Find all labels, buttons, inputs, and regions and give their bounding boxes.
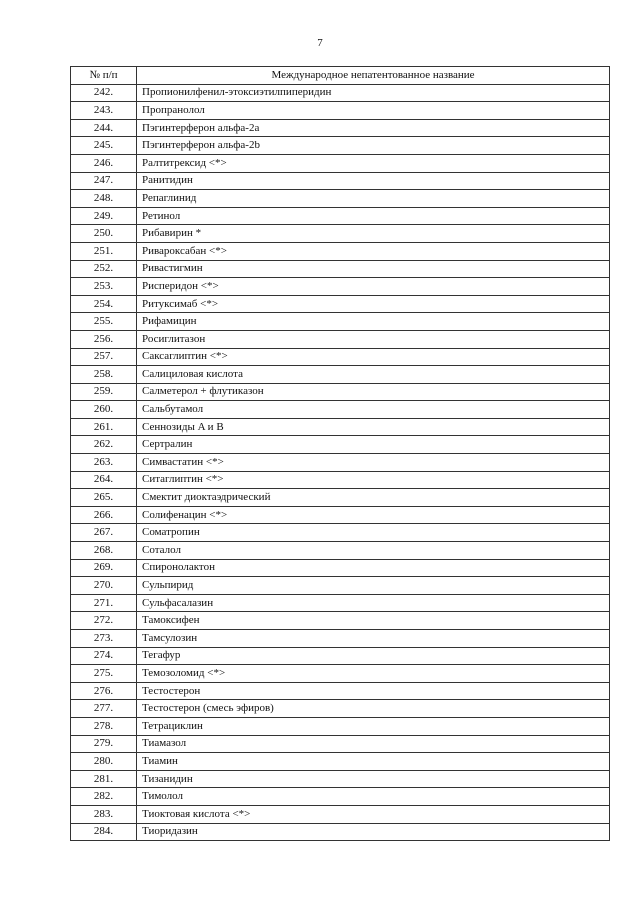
drug-name: Ретинол [137, 207, 610, 225]
drug-name: Пропионилфенил-этоксиэтилпиперидин [137, 84, 610, 102]
row-number: 258. [71, 366, 137, 384]
row-number: 281. [71, 770, 137, 788]
drug-name: Ривастигмин [137, 260, 610, 278]
drug-name: Тиоридазин [137, 823, 610, 841]
table-header-row [71, 67, 610, 85]
column-header-name: Международное непатентованное название [137, 67, 610, 85]
drug-name: Ситаглиптин <*> [137, 471, 610, 489]
row-number: 277. [71, 700, 137, 718]
row-number: 282. [71, 788, 137, 806]
row-number: 280. [71, 753, 137, 771]
row-number: 276. [71, 682, 137, 700]
row-number: 268. [71, 542, 137, 560]
drug-name: Росиглитазон [137, 330, 610, 348]
row-number: 264. [71, 471, 137, 489]
table-row [71, 717, 610, 735]
table-row [71, 242, 610, 260]
drug-name: Тестостерон [137, 682, 610, 700]
row-number: 249. [71, 207, 137, 225]
row-number: 247. [71, 172, 137, 190]
table-row [71, 594, 610, 612]
table-row [71, 647, 610, 665]
drug-name: Ралтитрексид <*> [137, 154, 610, 172]
table-row [71, 348, 610, 366]
row-number: 255. [71, 313, 137, 331]
drug-name: Тиамин [137, 753, 610, 771]
table-row [71, 788, 610, 806]
drug-name: Саксаглиптин <*> [137, 348, 610, 366]
drug-name: Тегафур [137, 647, 610, 665]
row-number: 256. [71, 330, 137, 348]
row-number: 283. [71, 805, 137, 823]
row-number: 275. [71, 665, 137, 683]
row-number: 262. [71, 436, 137, 454]
table-row [71, 172, 610, 190]
table-row [71, 805, 610, 823]
table-row [71, 401, 610, 419]
row-number: 267. [71, 524, 137, 542]
row-number: 245. [71, 137, 137, 155]
table-row [71, 436, 610, 454]
drug-name: Рисперидон <*> [137, 278, 610, 296]
table-row [71, 735, 610, 753]
table-row [71, 542, 610, 560]
table-row [71, 823, 610, 841]
table-row [71, 770, 610, 788]
row-number: 274. [71, 647, 137, 665]
row-number: 259. [71, 383, 137, 401]
drug-name: Пропранолол [137, 102, 610, 120]
row-number: 270. [71, 577, 137, 595]
row-number: 261. [71, 418, 137, 436]
table-row [71, 225, 610, 243]
table-row [71, 383, 610, 401]
drug-table [70, 66, 610, 841]
row-number: 279. [71, 735, 137, 753]
drug-name: Салициловая кислота [137, 366, 610, 384]
drug-name: Тамсулозин [137, 630, 610, 648]
drug-name: Тестостерон (смесь эфиров) [137, 700, 610, 718]
table-row [71, 207, 610, 225]
drug-name: Репаглинид [137, 190, 610, 208]
table-row [71, 366, 610, 384]
drug-name: Ритуксимаб <*> [137, 295, 610, 313]
table-row [71, 313, 610, 331]
table-row [71, 154, 610, 172]
table-row [71, 612, 610, 630]
drug-name: Ривароксабан <*> [137, 242, 610, 260]
table-row [71, 524, 610, 542]
table-row [71, 278, 610, 296]
row-number: 266. [71, 506, 137, 524]
drug-name: Смектит диоктаэдрический [137, 489, 610, 507]
drug-name: Тимолол [137, 788, 610, 806]
table-row [71, 753, 610, 771]
row-number: 271. [71, 594, 137, 612]
drug-name: Рибавирин * [137, 225, 610, 243]
drug-name: Соматропин [137, 524, 610, 542]
row-number: 260. [71, 401, 137, 419]
table-row [71, 559, 610, 577]
table-row [71, 330, 610, 348]
drug-name: Сеннозиды A и B [137, 418, 610, 436]
drug-name: Соталол [137, 542, 610, 560]
column-header-number: № п/п [71, 67, 137, 85]
row-number: 253. [71, 278, 137, 296]
drug-name: Сертралин [137, 436, 610, 454]
table-row [71, 630, 610, 648]
table-row [71, 137, 610, 155]
table-row [71, 102, 610, 120]
table-row [71, 471, 610, 489]
row-number: 272. [71, 612, 137, 630]
table-row [71, 190, 610, 208]
row-number: 265. [71, 489, 137, 507]
row-number: 284. [71, 823, 137, 841]
row-number: 248. [71, 190, 137, 208]
row-number: 254. [71, 295, 137, 313]
table-row [71, 682, 610, 700]
drug-name: Салметерол + флутиказон [137, 383, 610, 401]
row-number: 246. [71, 154, 137, 172]
row-number: 244. [71, 119, 137, 137]
drug-name: Рифамицин [137, 313, 610, 331]
row-number: 269. [71, 559, 137, 577]
drug-name: Ранитидин [137, 172, 610, 190]
row-number: 250. [71, 225, 137, 243]
row-number: 273. [71, 630, 137, 648]
table-row [71, 700, 610, 718]
drug-name: Темозоломид <*> [137, 665, 610, 683]
drug-name: Тиоктовая кислота <*> [137, 805, 610, 823]
row-number: 242. [71, 84, 137, 102]
row-number: 251. [71, 242, 137, 260]
table-body [71, 84, 610, 841]
page-number: 7 [317, 37, 323, 49]
drug-name: Солифенацин <*> [137, 506, 610, 524]
drug-name: Спиронолактон [137, 559, 610, 577]
table-row [71, 84, 610, 102]
row-number: 257. [71, 348, 137, 366]
drug-name: Тетрациклин [137, 717, 610, 735]
drug-name: Сальбутамол [137, 401, 610, 419]
drug-name: Симвастатин <*> [137, 454, 610, 472]
table-row [71, 506, 610, 524]
drug-name: Тиамазол [137, 735, 610, 753]
row-number: 243. [71, 102, 137, 120]
table-row [71, 295, 610, 313]
table-row [71, 665, 610, 683]
drug-name: Сульфасалазин [137, 594, 610, 612]
drug-name: Пэгинтерферон альфа-2а [137, 119, 610, 137]
drug-name: Тамоксифен [137, 612, 610, 630]
row-number: 278. [71, 717, 137, 735]
table-row [71, 454, 610, 472]
table-row [71, 577, 610, 595]
table-row [71, 418, 610, 436]
row-number: 263. [71, 454, 137, 472]
drug-name: Тизанидин [137, 770, 610, 788]
drug-name: Пэгинтерферон альфа-2b [137, 137, 610, 155]
table-row [71, 260, 610, 278]
row-number: 252. [71, 260, 137, 278]
table-row [71, 119, 610, 137]
table-row [71, 489, 610, 507]
drug-name: Сульпирид [137, 577, 610, 595]
